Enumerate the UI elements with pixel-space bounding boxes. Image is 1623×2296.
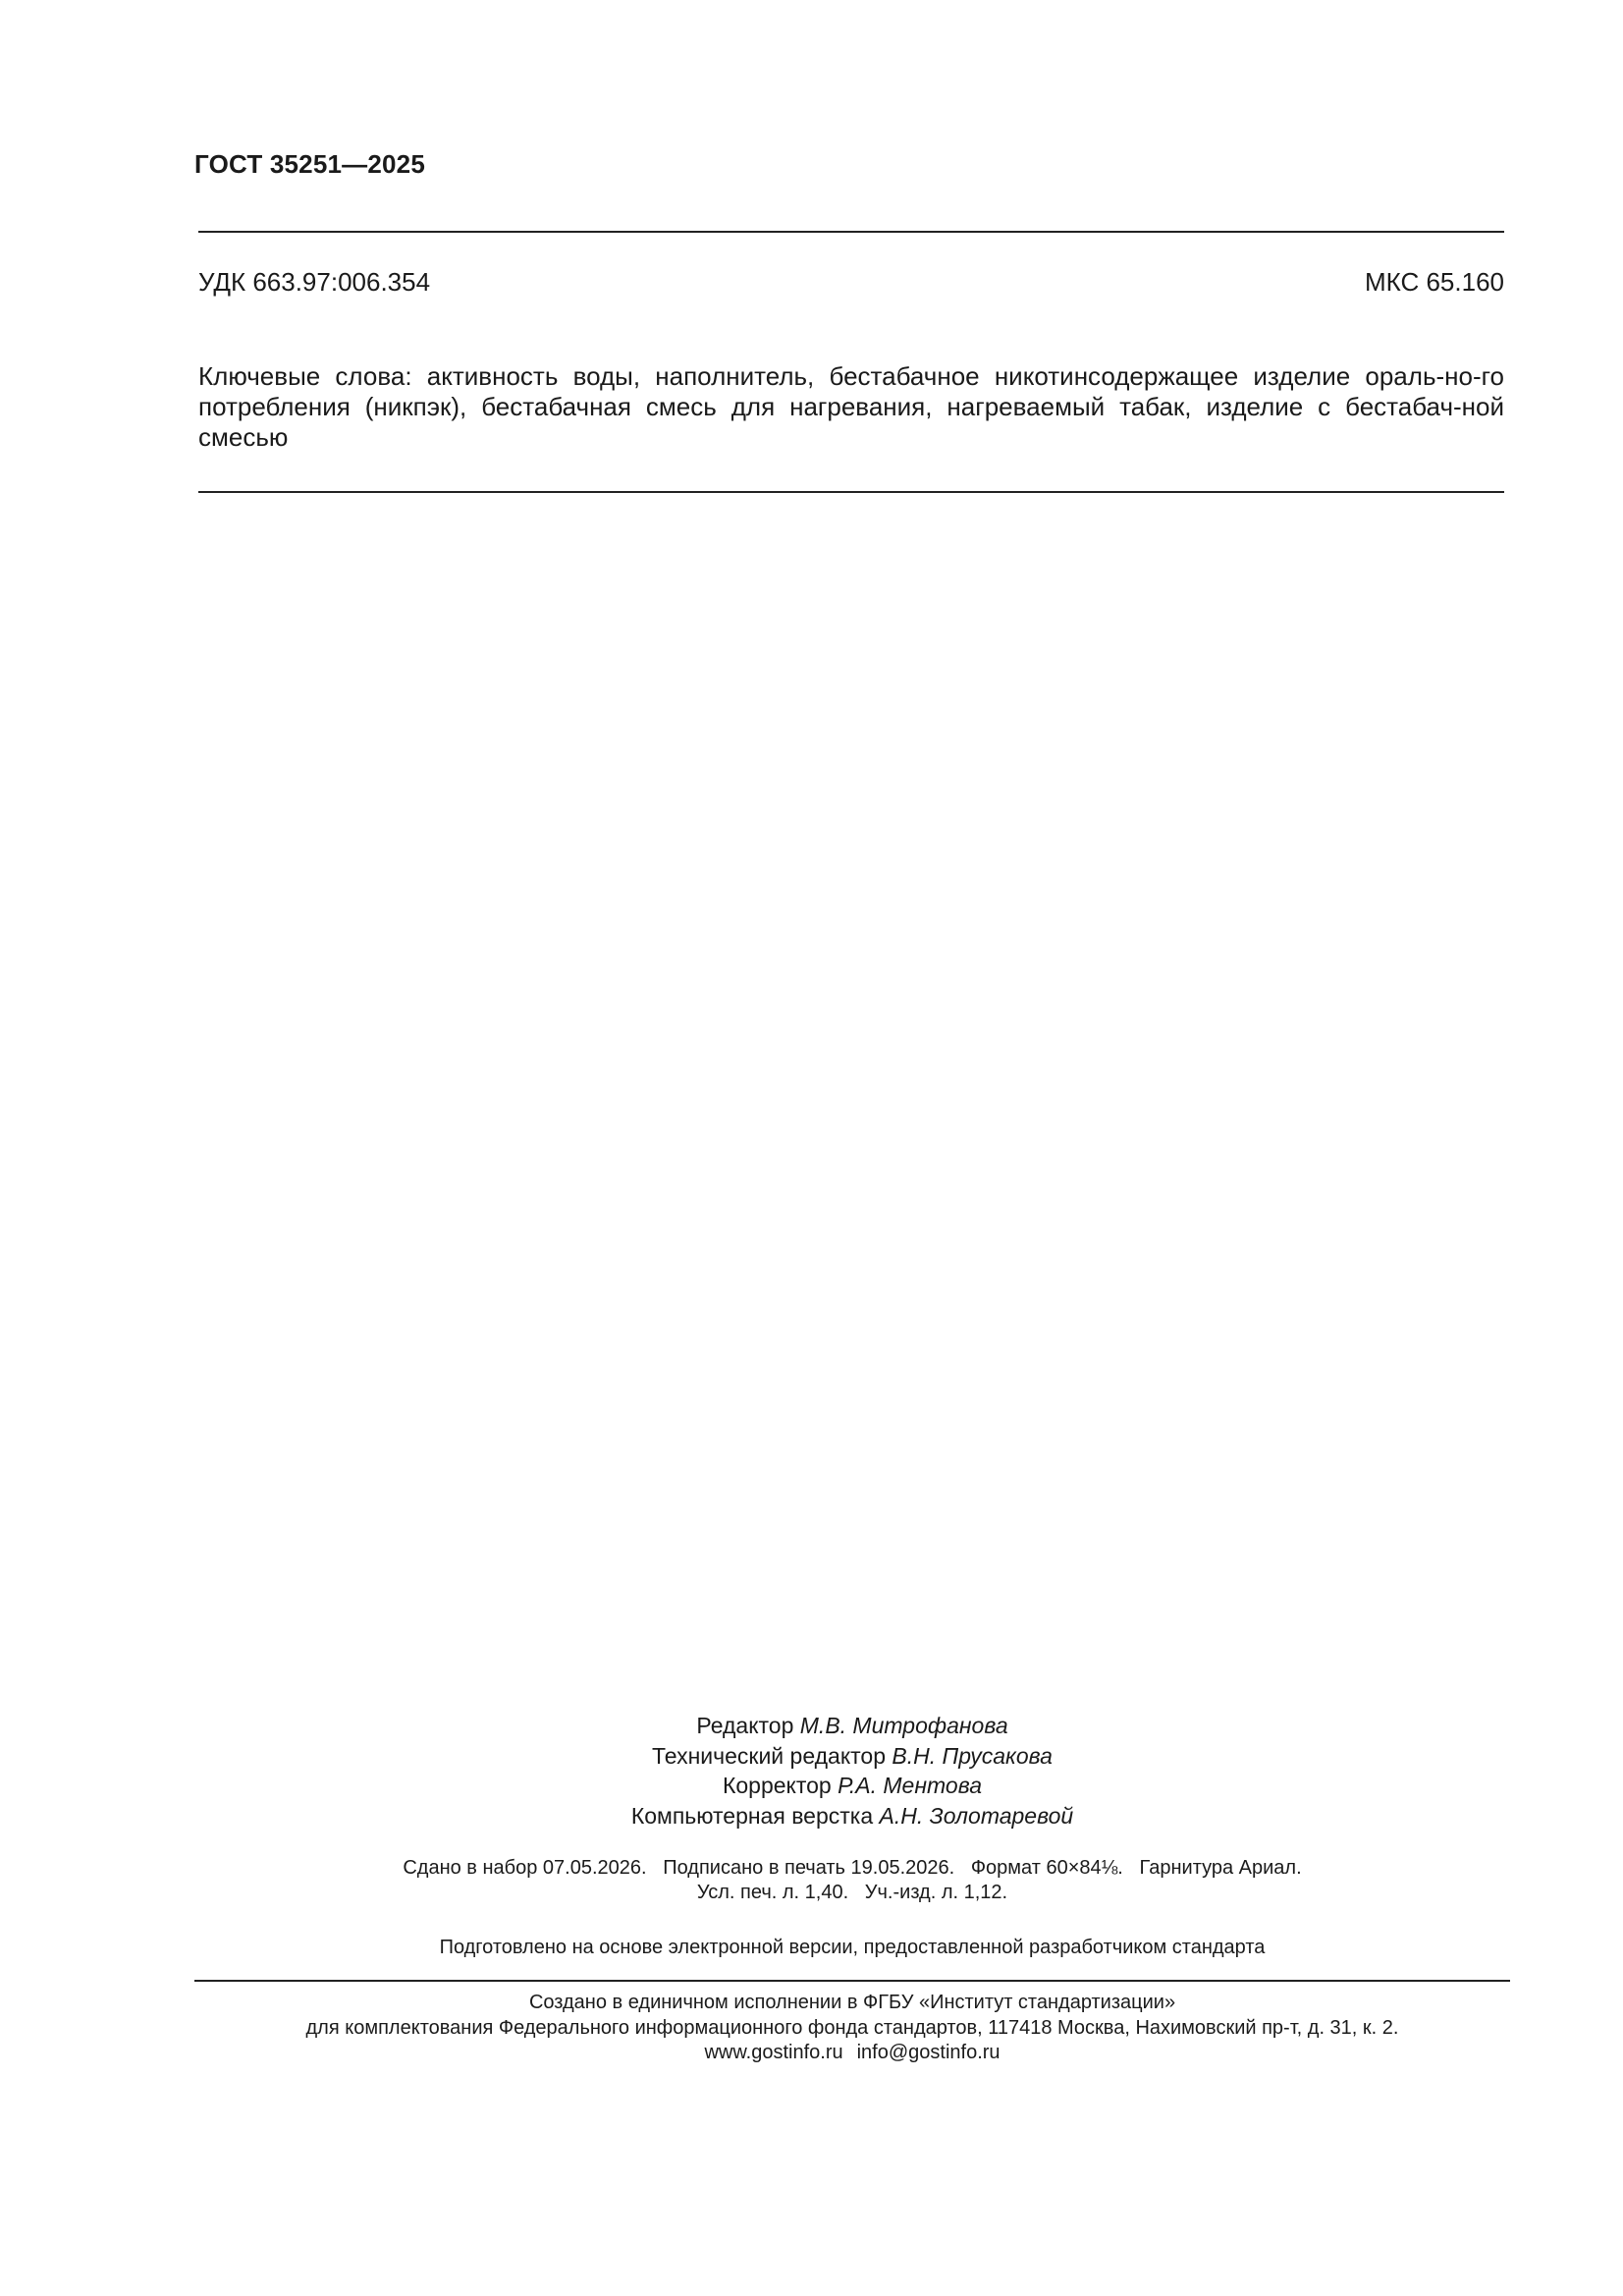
keywords-divider	[198, 491, 1504, 493]
mks-code: МКС 65.160	[1364, 267, 1504, 297]
footer-line-2: для комплектования Федерального информационного фонда стандартов, 117418 Москва, Нахимовский пр-т, д. 31, к. 2.	[305, 2016, 1399, 2039]
tech-editor-role: Технический редактор	[652, 1742, 893, 1769]
publisher-footer	[194, 1991, 1510, 2066]
keywords-paragraph: Ключевые слова: активность воды, наполнитель, бестабачное никотинсодержащее изделие ораль-но-го потребления (никпэк), бестабачная смесь для нагревания, нагреваемый табак, изделие с бестабач-ной смесью	[198, 361, 1504, 452]
footer-divider	[194, 1980, 1510, 1982]
website-link[interactable]: www.gostinfo.ru	[704, 2042, 843, 2063]
credits-block	[194, 1711, 1510, 1831]
footer-line-1: Создано в единичном исполнении в ФГБУ «Институт стандартизации»	[528, 1992, 1176, 2013]
print-info-line-2: Усл. печ. л. 1,40. Уч.-изд. л. 1,12.	[696, 1882, 1008, 1903]
footer-contacts	[194, 2041, 1510, 2066]
tech-editor-name: В.Н. Прусакова	[892, 1742, 1053, 1769]
print-info-block	[194, 1856, 1510, 1905]
print-info-line-1: Сдано в набор 07.05.2026. Подписано в печать 19.05.2026. Формат 60×84⅛. Гарнитура Ариал.	[403, 1857, 1302, 1879]
udk-code: УДК 663.97:006.354	[198, 267, 431, 297]
layout-name: А.Н. Золотаревой	[879, 1802, 1074, 1829]
corrector-line	[194, 1771, 1510, 1801]
classification-codes	[198, 267, 1504, 298]
editor-line	[194, 1711, 1510, 1741]
tech-editor-line	[194, 1741, 1510, 1772]
editor-name: М.В. Митрофанова	[799, 1713, 1008, 1738]
layout-line	[194, 1801, 1510, 1831]
editor-role: Редактор	[696, 1713, 800, 1738]
email-link[interactable]: info@gostinfo.ru	[856, 2042, 1001, 2063]
corrector-role: Корректор	[722, 1773, 839, 1798]
corrector-name: Р.А. Ментова	[838, 1773, 982, 1798]
page-title: ГОСТ 35251—2025	[194, 149, 425, 179]
prepared-note: Подготовлено на основе электронной версии, предоставленной разработчиком стандарта	[439, 1937, 1266, 1958]
layout-role: Компьютерная верстка	[630, 1802, 880, 1829]
top-divider	[198, 231, 1504, 233]
